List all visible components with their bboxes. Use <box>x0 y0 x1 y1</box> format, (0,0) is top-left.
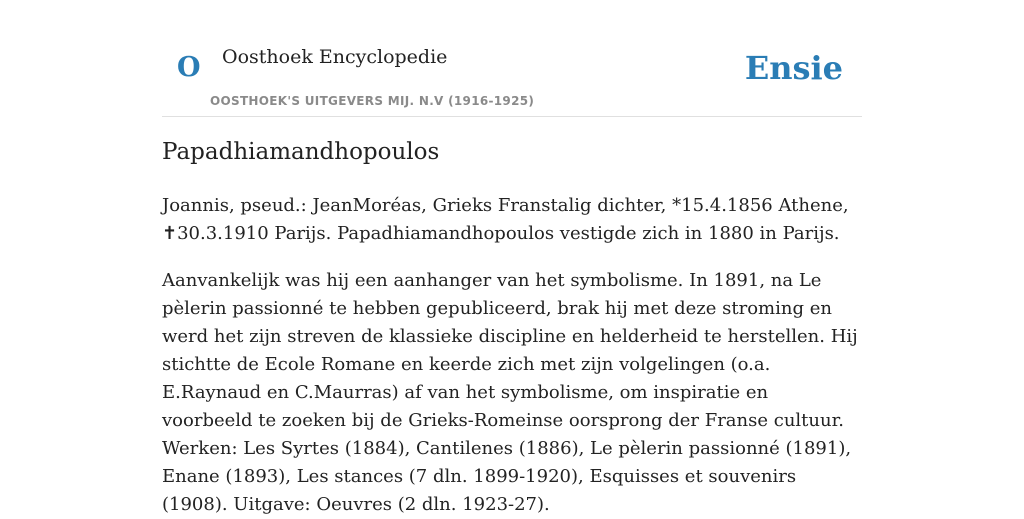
site-title[interactable]: Oosthoek Encyclopedie <box>222 46 448 68</box>
entry-paragraph-2: Aanvankelijk was hij een aanhanger van het symbolisme. In 1891, na Le pèlerin passionné te hebben gepubliceerd, brak hij met deze stroming en werd het zijn streven de klassieke discipline en helderheid te herstellen. Hij stichtte de Ecole Romane en keerde zich met zijn volgelingen (o.a. E.Raynaud en C.Maurras) af van het symbolisme, om inspiratie en voorbeeld te zoeken bij de Grieks-Romeinse oorsprong der Franse cultuur. Werken: Les Syrtes (1884), Cantilenes (1886), Le pèlerin passionné (1891), Enane (1893), Les stances (7 dln. 1899-1920), Esquisses et souvenirs (1908). Uitgave: Oeuvres (2 dln. 1923-27). <box>162 270 858 515</box>
ensie-brand-link[interactable]: Ensie <box>744 49 843 87</box>
site-header <box>162 0 862 117</box>
entry-title: Papadhiamandhopoulos <box>162 139 440 165</box>
publisher-label: OOSTHOEK'S UITGEVERS MIJ. N.V (1916-1925) <box>210 94 535 108</box>
entry-paragraph-1: Joannis, pseud.: JeanMoréas, Grieks Franstalig dichter, *15.4.1856 Athene, ✝30.3.1910 Parijs. Papadhiamandhopoulos vestigde zich in 1880 in Parijs. <box>162 195 849 244</box>
page <box>162 0 862 515</box>
encyclopedia-logo-icon[interactable]: O <box>177 52 201 83</box>
